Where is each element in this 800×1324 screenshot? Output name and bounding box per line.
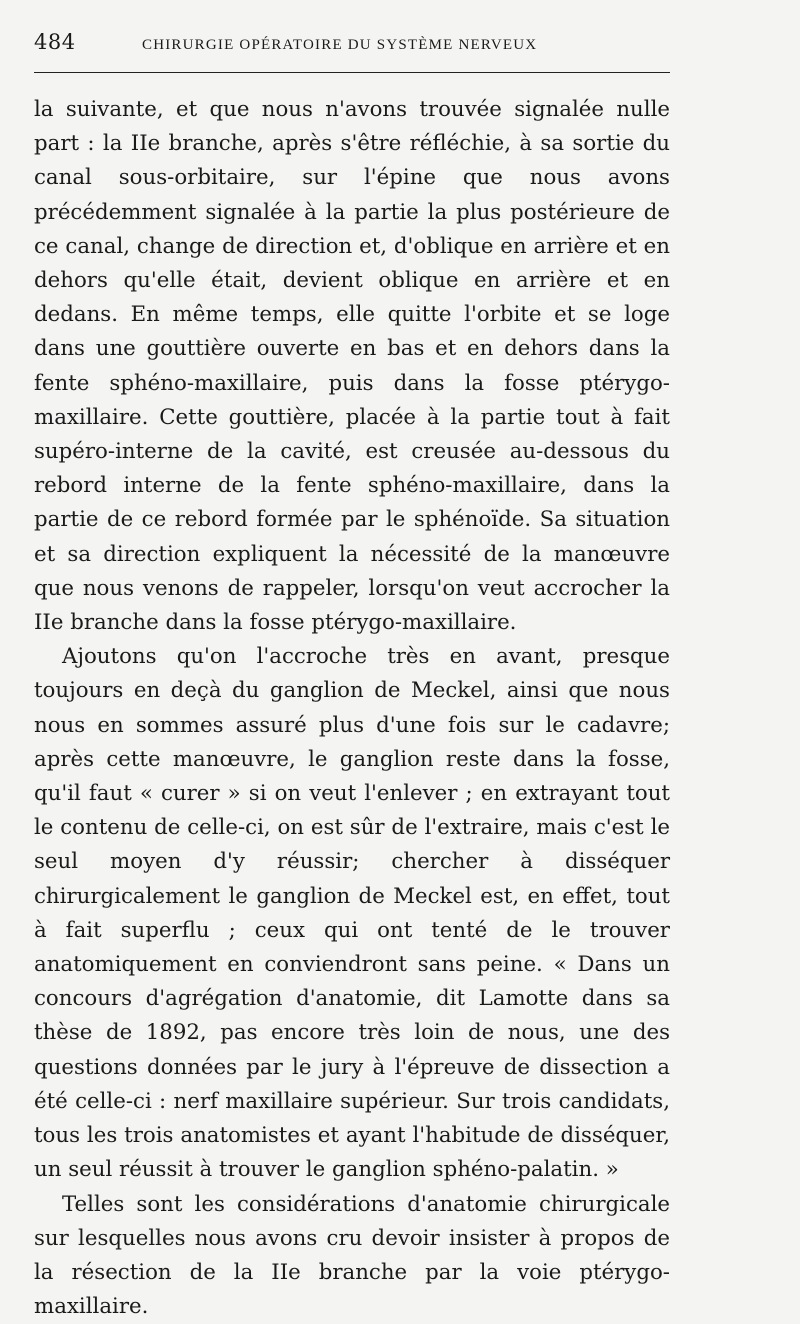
body-text xyxy=(34,93,670,1324)
page-number: 484 xyxy=(34,30,142,54)
paragraph-continuation: la suivante, et que nous n'avons trouvée signalée nulle part : la IIe branche, après s'être réfléchie, à sa sortie du canal sous-orbitaire, sur l'épine que nous avons précédemment signalée à la partie la plus postérieure de ce canal, change de direction et, d'oblique en arrière et en dehors qu'elle était, devient oblique en arrière et en dedans. En même temps, elle quitte l'orbite et se loge dans une gouttière ouverte en bas et en dehors dans la fente sphéno-maxillaire, puis dans la fosse ptérygo-maxillaire. Cette gouttière, placée à la partie tout à fait supéro-interne de la cavité, est creusée au-dessous du rebord interne de la fente sphéno-maxillaire, dans la partie de ce rebord formée par le sphénoïde. Sa situation et sa direction expliquent la nécessité de la manœuvre que nous venons de rappeler, lorsqu'on veut accrocher la IIe branche dans la fosse ptérygo-maxillaire. xyxy=(34,93,670,640)
paragraph-meckel-ganglion: Ajoutons qu'on l'accroche très en avant, presque toujours en deçà du ganglion de Meckel, ainsi que nous nous en sommes assuré plus d'une fois sur le cadavre; après cette manœuvre, le ganglion reste dans la fosse, qu'il faut « curer » si on veut l'enlever ; en extrayant tout le contenu de celle-ci, on est sûr de l'extraire, mais c'est le seul moyen d'y réussir; chercher à disséquer chirurgicalement le ganglion de Meckel est, en effet, tout à fait superflu ; ceux qui ont tenté de le trouver anatomiquement en conviendront sans peine. « Dans un concours d'agrégation d'anatomie, dit Lamotte dans sa thèse de 1892, pas encore très loin de nous, une des questions données par le jury à l'épreuve de dissection a été celle-ci : nerf maxillaire supérieur. Sur trois candidats, tous les trois anatomistes et ayant l'habitude de disséquer, un seul réussit à trouver le ganglion sphéno-palatin. » xyxy=(34,640,670,1187)
running-title: CHIRURGIE OPÉRATOIRE DU SYSTÈME NERVEUX xyxy=(142,37,537,54)
paragraph-conclusion: Telles sont les considérations d'anatomie chirurgicale sur lesquelles nous avons cru devoir insister à propos de la résection de la IIe branche par la voie ptérygo-maxillaire. xyxy=(34,1188,670,1324)
page-header xyxy=(34,30,756,60)
header-rule xyxy=(34,72,670,73)
